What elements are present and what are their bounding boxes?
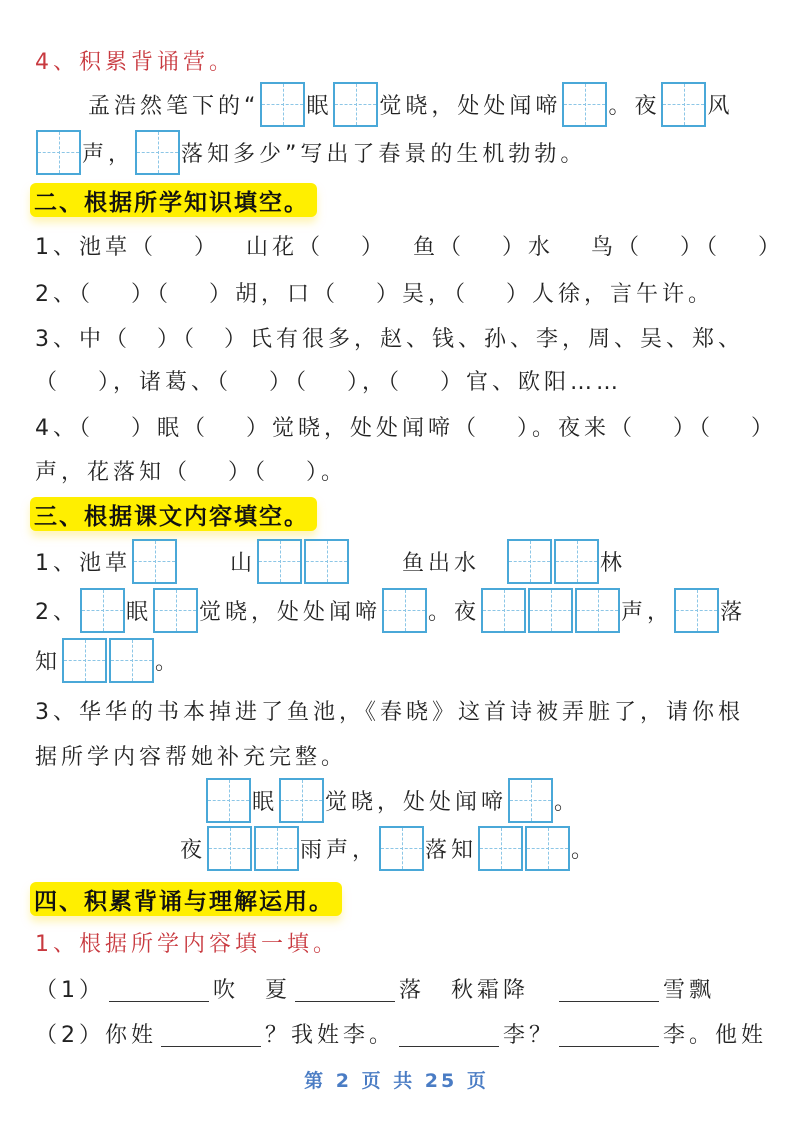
section-3-heading: 三、根据课文内容填空。 (30, 497, 317, 531)
line-text: 2、 (35, 599, 79, 625)
line-text: 雨声， (300, 837, 379, 863)
line-s3-poem-2 (180, 824, 597, 872)
tianzige-answer-box[interactable] (257, 539, 302, 584)
line-text: 。 (571, 837, 598, 863)
line-text: 眠 (252, 789, 279, 815)
line-s4-q2 (35, 1009, 767, 1057)
tianzige-answer-box[interactable] (562, 82, 607, 127)
line-text: 。 (155, 649, 182, 675)
tianzige-answer-box[interactable] (304, 539, 349, 584)
answer-blank[interactable] (559, 975, 659, 1002)
line-s2-q3a (35, 313, 744, 361)
tianzige-answer-box[interactable] (508, 778, 553, 823)
tianzige-answer-box[interactable] (80, 588, 125, 633)
line-text: 李。他姓 (663, 1022, 768, 1048)
line-text: （1） (35, 977, 105, 1003)
tianzige-answer-box[interactable] (525, 826, 570, 871)
line-text: 山 (178, 550, 257, 576)
line-s2-q1 (35, 221, 784, 269)
tianzige-answer-box[interactable] (260, 82, 305, 127)
answer-blank[interactable] (161, 1020, 261, 1047)
line-text: 落知 (425, 837, 478, 863)
tianzige-answer-box[interactable] (206, 778, 251, 823)
line-text: 落 秋霜降 (399, 977, 556, 1003)
line-text: 声， (621, 599, 674, 625)
line-text: 林 (600, 550, 627, 576)
line-text: 。 (554, 789, 581, 815)
tianzige-answer-box[interactable] (481, 588, 526, 633)
line-text: 觉晓，处处闻啼 (199, 599, 382, 625)
line-text: 眠 (306, 93, 333, 119)
tianzige-answer-box[interactable] (132, 539, 177, 584)
tianzige-answer-box[interactable] (153, 588, 198, 633)
line-text: 落知多少”写出了春景的生机勃勃。 (181, 141, 587, 167)
line-text: 据所学内容帮她补充完整。 (35, 744, 348, 770)
tianzige-answer-box[interactable] (528, 588, 573, 633)
line-text: 1、根据所学内容填一填。 (35, 931, 339, 957)
line-text: 风 (707, 93, 734, 119)
tianzige-answer-box[interactable] (254, 826, 299, 871)
line-text: 觉晓，处处闻啼 (325, 789, 508, 815)
line-poem-intro-2 (35, 128, 586, 176)
tianzige-answer-box[interactable] (478, 826, 523, 871)
line-text: 孟浩然笔下的“ (88, 93, 260, 119)
tianzige-answer-box[interactable] (207, 826, 252, 871)
tianzige-answer-box[interactable] (575, 588, 620, 633)
line-text: 眠 (126, 599, 153, 625)
line-sub4-title (35, 36, 235, 84)
line-s2-q4b (35, 446, 347, 494)
line-s3-q3a (35, 686, 744, 734)
tianzige-answer-box[interactable] (279, 778, 324, 823)
tianzige-answer-box[interactable] (62, 638, 107, 683)
line-text: （2）你姓 (35, 1022, 157, 1048)
section-2-heading: 二、根据所学知识填空。 (30, 183, 317, 217)
line-text: 1、池草（ ） 山花（ ） 鱼（ ）水 鸟（ ）（ ） (35, 234, 784, 260)
line-s4-q1 (35, 964, 715, 1012)
line-s3-q1 (35, 537, 626, 585)
tianzige-answer-box[interactable] (109, 638, 154, 683)
line-text: 鱼出水 (350, 550, 507, 576)
line-text: 觉晓，处处闻啼 (379, 93, 562, 119)
line-text: 吹 夏 (213, 977, 292, 1003)
line-text: 4、（ ）眠（ ）觉晓，处处闻啼（ ）。夜来（ ）（ ） (35, 415, 777, 441)
line-text: 声，花落知（ ）（ ）。 (35, 459, 347, 485)
line-s3-q2a (35, 586, 746, 634)
answer-blank[interactable] (109, 975, 209, 1002)
line-text: 2、（ ）（ ）胡，口（ ）吴，（ ）人徐，言午许。 (35, 281, 714, 307)
tianzige-answer-box[interactable] (554, 539, 599, 584)
tianzige-answer-box[interactable] (36, 130, 81, 175)
tianzige-answer-box[interactable] (333, 82, 378, 127)
line-text: ？我姓李。 (265, 1022, 396, 1048)
line-s3-poem-1 (205, 776, 580, 824)
line-text: 4、积累背诵营。 (35, 49, 235, 75)
line-text: 3、中（ ）（ ）氏有很多，赵、钱、孙、李，周、吴、郑、 (35, 326, 744, 352)
line-s2-q4a (35, 402, 777, 450)
tianzige-answer-box[interactable] (661, 82, 706, 127)
line-text: （ ），诸葛、（ ）（ ），（ ）官、欧阳…… (35, 369, 622, 395)
line-s3-q2b (35, 636, 181, 684)
section-4-heading: 四、积累背诵与理解运用。 (30, 882, 342, 916)
line-s3-q3b (35, 731, 347, 779)
page-footer: 第 2 页 共 25 页 (304, 1070, 489, 1092)
line-text: 夜 (180, 837, 207, 863)
line-s2-q2 (35, 268, 714, 316)
line-text: 李？ (503, 1022, 556, 1048)
tianzige-answer-box[interactable] (674, 588, 719, 633)
line-s2-q3b (35, 356, 622, 404)
line-text: 知 (35, 649, 62, 675)
tianzige-answer-box[interactable] (507, 539, 552, 584)
line-text: 落 (720, 599, 747, 625)
line-text: 3、华华的书本掉进了鱼池，《春晓》这首诗被弄脏了，请你根 (35, 699, 744, 725)
line-text: 。夜 (608, 93, 661, 119)
tianzige-answer-box[interactable] (382, 588, 427, 633)
line-text: 。夜 (428, 599, 481, 625)
line-text: 1、池草 (35, 550, 131, 576)
line-text: 声， (82, 141, 135, 167)
answer-blank[interactable] (399, 1020, 499, 1047)
tianzige-answer-box[interactable] (379, 826, 424, 871)
line-poem-intro-1 (88, 80, 733, 128)
line-s4-sub1 (35, 918, 339, 966)
tianzige-answer-box[interactable] (135, 130, 180, 175)
line-text: 雪飘 (663, 977, 716, 1003)
answer-blank[interactable] (559, 1020, 659, 1047)
answer-blank[interactable] (295, 975, 395, 1002)
